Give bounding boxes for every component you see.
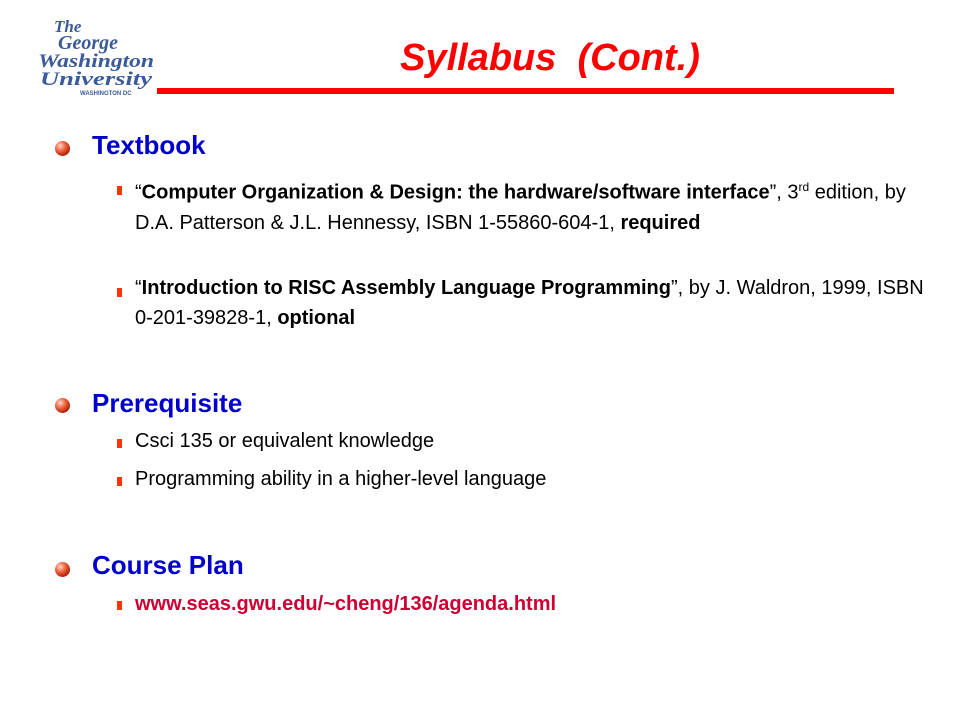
prerequisite-item: Csci 135 or equivalent knowledge <box>135 430 435 452</box>
section-heading-prerequisite: Prerequisite <box>92 388 243 418</box>
title-underline <box>157 88 894 94</box>
textbook-item-1 <box>135 172 925 238</box>
logo-text-washington: Washington <box>38 51 154 72</box>
textbook-item-2 <box>135 273 925 333</box>
logo-text-george: George <box>58 32 118 54</box>
item-bullet-icon <box>117 477 122 486</box>
section-heading-course-plan: Course Plan <box>92 550 244 580</box>
quote-close: ” <box>769 181 777 204</box>
slide-title: Syllabus (Cont.) <box>400 37 700 79</box>
edition-number: 3 <box>787 181 799 204</box>
quote-open: “ <box>135 181 142 204</box>
logo-text-university: University <box>40 69 153 90</box>
book-title: Computer Organization & Design: the hardware/software interface <box>141 181 770 204</box>
book-details: edition, by D.A. Patterson & J.L. Hennessy, ISBN 1-55860-604-1, <box>135 181 906 234</box>
logo-text-the: The <box>54 17 82 36</box>
separator: , <box>776 181 788 204</box>
book-title: Introduction to RISC Assembly Language Programming <box>141 277 671 299</box>
section-heading-textbook: Textbook <box>92 130 206 160</box>
item-bullet-icon <box>117 601 122 610</box>
book-status: required <box>620 211 701 234</box>
section-bullet-icon <box>55 398 70 413</box>
item-bullet-icon <box>117 288 122 297</box>
prerequisite-item: Programming ability in a higher-level language <box>135 468 547 490</box>
edition-suffix: rd <box>798 180 810 194</box>
item-bullet-icon <box>117 439 122 448</box>
logo-text-washington-dc: WASHINGTON DC <box>80 91 132 97</box>
quote-close: ” <box>670 277 678 299</box>
section-bullet-icon <box>55 562 70 577</box>
gwu-logo <box>36 14 158 98</box>
item-bullet-icon <box>117 186 122 195</box>
book-details: , by J. Waldron, 1999, ISBN 0-201-39828-1, <box>135 277 924 329</box>
book-status: optional <box>277 307 356 329</box>
section-bullet-icon <box>55 141 70 156</box>
course-plan-link[interactable]: www.seas.gwu.edu/~cheng/136/agenda.html <box>135 593 557 615</box>
quote-open: “ <box>135 277 142 299</box>
